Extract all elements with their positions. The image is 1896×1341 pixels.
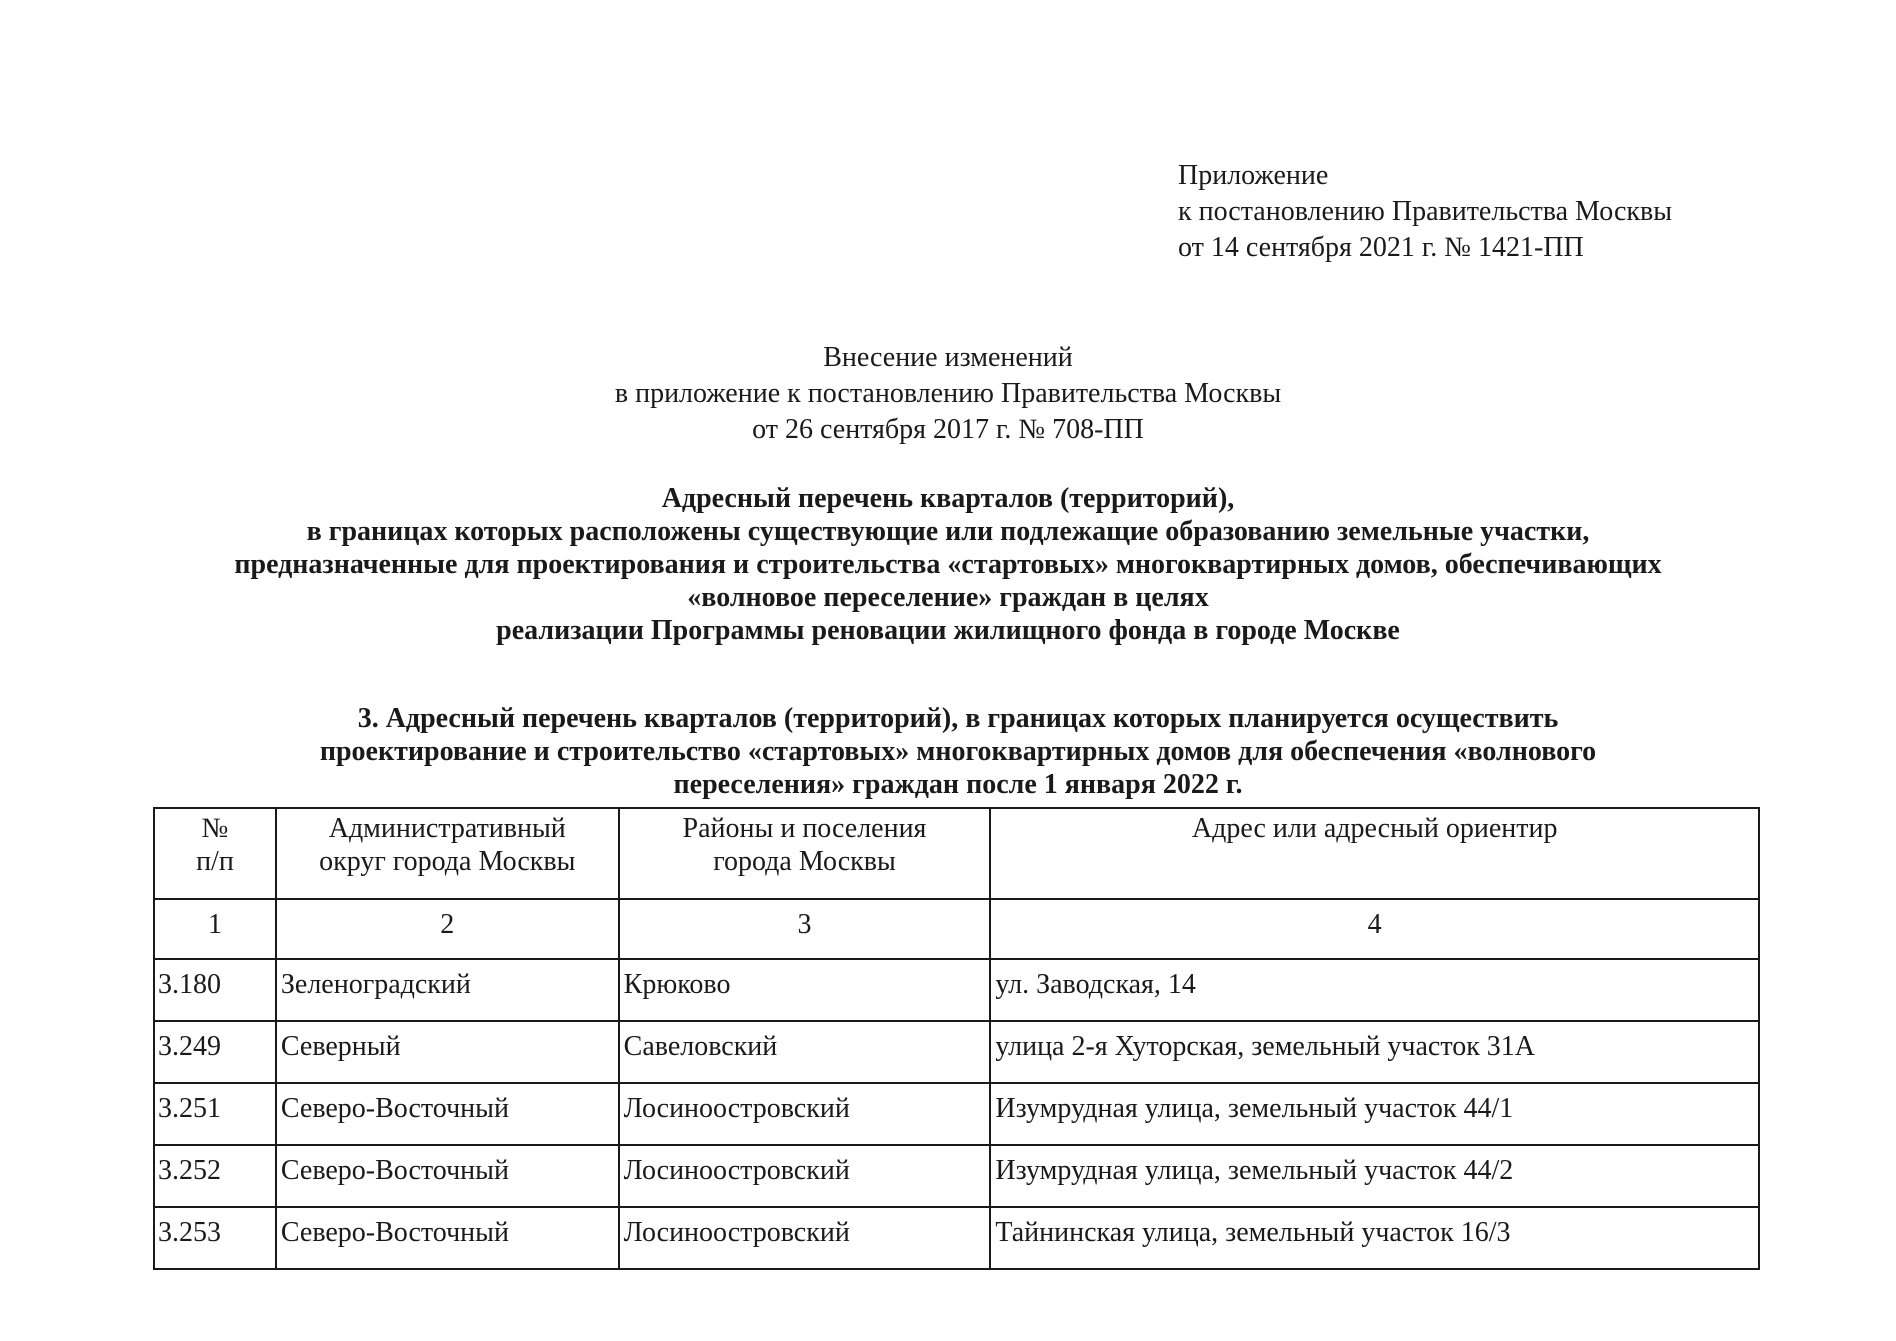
row-okrug: Северный [276, 1021, 619, 1083]
column-number: 2 [276, 899, 619, 959]
row-district: Лосиноостровский [619, 1083, 991, 1145]
title-line-5: реализации Программы реновации жилищного фонда в городе Москве [496, 615, 1400, 646]
row-address: Изумрудная улица, земельный участок 44/1 [990, 1083, 1759, 1145]
section-line-2: проектирование и строительство «стартовых» многоквартирных домов для обеспечения «волнового [319, 736, 1597, 767]
row-district: Лосиноостровский [619, 1145, 991, 1207]
row-address: Изумрудная улица, земельный участок 44/2 [990, 1145, 1759, 1207]
column-number: 3 [619, 899, 991, 959]
table-row [154, 1083, 1759, 1145]
header-okrug-line-2: округ города Москвы [319, 846, 576, 877]
amendment-line-2: в приложение к постановлению Правительства Москвы [614, 378, 1282, 409]
header-number [154, 808, 276, 899]
row-okrug: Северо-Восточный [276, 1083, 619, 1145]
row-number: 3.253 [154, 1207, 276, 1269]
row-number: 3.251 [154, 1083, 276, 1145]
section-line-1: 3. Адресный перечень кварталов (территорий), в границах которых планируется осуществить [357, 703, 1559, 734]
column-number: 1 [154, 899, 276, 959]
appendix-decree-ref: к постановлению Правительства Москвы [1178, 196, 1673, 227]
table-row [154, 959, 1759, 1021]
header-okrug [276, 808, 619, 899]
appendix-label: Приложение [1178, 160, 1329, 191]
table-header-row [154, 808, 1759, 899]
header-district-line-2: города Москвы [713, 846, 896, 877]
appendix-reference [1178, 158, 1672, 266]
header-address [990, 808, 1759, 899]
column-number-row [154, 899, 1759, 959]
table-row [154, 1145, 1759, 1207]
title-line-2: в границах которых расположены существующие или подлежащие образованию земельные участки, [306, 516, 1590, 547]
row-address: улица 2-я Хуторская, земельный участок 31А [990, 1021, 1759, 1083]
table-row [154, 1207, 1759, 1269]
row-number: 3.249 [154, 1021, 276, 1083]
header-district [619, 808, 991, 899]
header-number-line-2: п/п [196, 846, 234, 877]
column-number: 4 [990, 899, 1759, 959]
row-okrug: Северо-Восточный [276, 1207, 619, 1269]
section-title [0, 702, 1896, 801]
title-line-4: «волновое переселение» граждан в целях [687, 582, 1209, 613]
title-line-3: предназначенные для проектирования и строительства «стартовых» многоквартирных домов, обеспечивающих [234, 549, 1662, 580]
row-okrug: Зеленоградский [276, 959, 619, 1021]
title-line-1: Адресный перечень кварталов (территорий), [661, 483, 1235, 514]
row-number: 3.252 [154, 1145, 276, 1207]
appendix-decree-date: от 14 сентября 2021 г. № 1421-ПП [1178, 232, 1584, 263]
header-district-line-1: Районы и поселения [682, 813, 927, 844]
row-number: 3.180 [154, 959, 276, 1021]
address-table [153, 807, 1760, 1270]
amendment-line-3: от 26 сентября 2017 г. № 708-ПП [752, 414, 1144, 445]
header-address-line-1: Адрес или адресный ориентир [1191, 813, 1558, 844]
row-district: Лосиноостровский [619, 1207, 991, 1269]
table-row [154, 1021, 1759, 1083]
row-okrug: Северо-Восточный [276, 1145, 619, 1207]
document-title [0, 482, 1896, 647]
row-district: Савеловский [619, 1021, 991, 1083]
amendment-line-1: Внесение изменений [823, 342, 1073, 373]
header-number-line-1: № [201, 813, 229, 844]
row-address: ул. Заводская, 14 [990, 959, 1759, 1021]
section-line-3: переселения» граждан после 1 января 2022 г. [673, 769, 1243, 800]
row-address: Тайнинская улица, земельный участок 16/3 [990, 1207, 1759, 1269]
header-okrug-line-1: Административный [328, 813, 566, 844]
row-district: Крюково [619, 959, 991, 1021]
amendment-heading [0, 340, 1896, 448]
